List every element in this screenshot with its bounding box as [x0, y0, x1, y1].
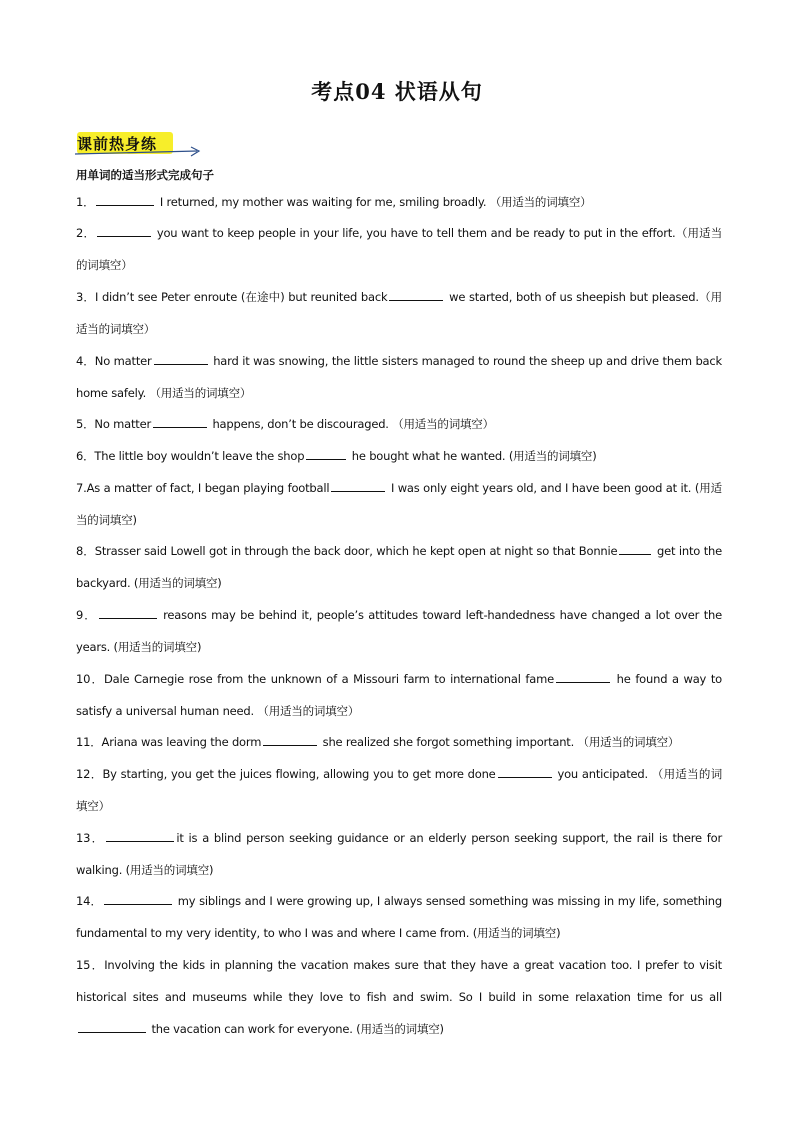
question-text: hard it was snowing, the little sisters managed to round the sheep up and drive them back home safely. （用适当的词填空） — [76, 354, 722, 400]
question-prefix: 3．I didn’t see Peter enroute (在途中) but reunited back — [76, 290, 388, 304]
question-text: it is a blind person seeking guidance or an elderly person seeking support, the rail is there for walking. (用适当的词填空) — [76, 831, 722, 877]
question-prefix: 13． — [76, 831, 105, 845]
question-item — [76, 409, 722, 441]
question-prefix: 15．Involving the kids in planning the vacation makes sure that they have a great vacation too. I prefer to visit historical sites and museums while they love to fish and swim. So I build in some relaxation time for us all — [76, 958, 722, 1004]
question-item — [76, 759, 722, 823]
question-item — [76, 886, 722, 950]
question-prefix: 2． — [76, 226, 96, 240]
question-text: the vacation can work for everyone. (用适当的词填空) — [148, 1021, 444, 1036]
question-prefix: 11．Ariana was leaving the dorm — [76, 735, 262, 749]
question-text: he bought what he wanted. (用适当的词填空) — [348, 449, 597, 463]
instruction-text: 用单词的适当形式完成句子 — [76, 168, 214, 182]
question-text: my siblings and I were growing up, I always sensed something was missing in my life, something fundamental to my very identity, to who I was and where I came from. (用适当的词填空) — [76, 894, 722, 940]
answer-blank[interactable] — [619, 542, 651, 555]
question-prefix: 12．By starting, you get the juices flowing, allowing you to get more done — [76, 767, 496, 781]
question-prefix: 5．No matter — [76, 417, 151, 431]
section-banner — [73, 130, 213, 164]
question-text: she realized she forgot something important. （用适当的词填空） — [319, 735, 680, 749]
question-item — [76, 950, 722, 1045]
question-item — [76, 282, 722, 346]
question-prefix: 6．The little boy wouldn’t leave the shop — [76, 449, 305, 463]
answer-blank[interactable] — [154, 352, 208, 365]
answer-blank[interactable] — [556, 670, 610, 683]
arrow-underline-icon — [73, 146, 203, 160]
question-prefix: 7.As a matter of fact, I began playing football — [76, 481, 330, 495]
question-text: I was only eight years old, and I have been good at it. (用适当的词填空) — [76, 481, 722, 527]
answer-blank[interactable] — [306, 447, 346, 460]
answer-blank[interactable] — [331, 479, 385, 492]
answer-blank[interactable] — [104, 892, 172, 905]
question-item — [76, 218, 722, 282]
answer-blank[interactable] — [106, 829, 174, 842]
question-item — [76, 823, 722, 887]
question-text: we started, both of us sheepish but pleased.（用适当的词填空） — [76, 290, 722, 336]
question-item — [76, 441, 722, 473]
question-text: he found a way to satisfy a universal human need. （用适当的词填空） — [76, 672, 722, 718]
question-prefix: 14． — [76, 894, 103, 908]
question-item — [76, 600, 722, 664]
question-text: get into the backyard. (用适当的词填空) — [76, 544, 723, 590]
question-prefix: 9． — [76, 608, 97, 622]
answer-blank[interactable] — [99, 606, 157, 619]
question-text: you anticipated. （用适当的词填空） — [76, 767, 722, 813]
question-item — [76, 473, 722, 537]
answer-blank[interactable] — [78, 1020, 146, 1033]
question-prefix: 1． — [76, 195, 95, 209]
answer-blank[interactable] — [263, 733, 317, 746]
question-text: you want to keep people in your life, you have to tell them and be ready to put in the effort.（用适当的词填空） — [76, 226, 723, 272]
question-item — [76, 727, 722, 759]
question-item — [76, 187, 722, 219]
question-item — [76, 664, 722, 728]
answer-blank[interactable] — [96, 193, 154, 206]
question-text: I returned, my mother was waiting for me, smiling broadly. （用适当的词填空） — [156, 195, 592, 209]
question-text: happens, don’t be discouraged. （用适当的词填空） — [208, 417, 494, 431]
section-label: 课前热身练 — [77, 135, 158, 153]
answer-blank[interactable] — [498, 765, 552, 778]
question-text: reasons may be behind it, people’s attitudes toward left-handedness have changed a lot over the years. (用适当的词填空) — [76, 608, 722, 654]
answer-blank[interactable] — [97, 224, 151, 237]
question-prefix: 10．Dale Carnegie rose from the unknown of a Missouri farm to international fame — [76, 672, 554, 686]
answer-blank[interactable] — [153, 415, 207, 428]
question-item — [76, 536, 722, 600]
question-prefix: 4．No matter — [76, 354, 152, 368]
page-title: 考点04 状语从句 — [311, 79, 483, 104]
question-item — [76, 346, 722, 410]
answer-blank[interactable] — [389, 288, 443, 301]
question-prefix: 8．Strasser said Lowell got in through the back door, which he kept open at night so that Bonnie — [76, 544, 618, 558]
